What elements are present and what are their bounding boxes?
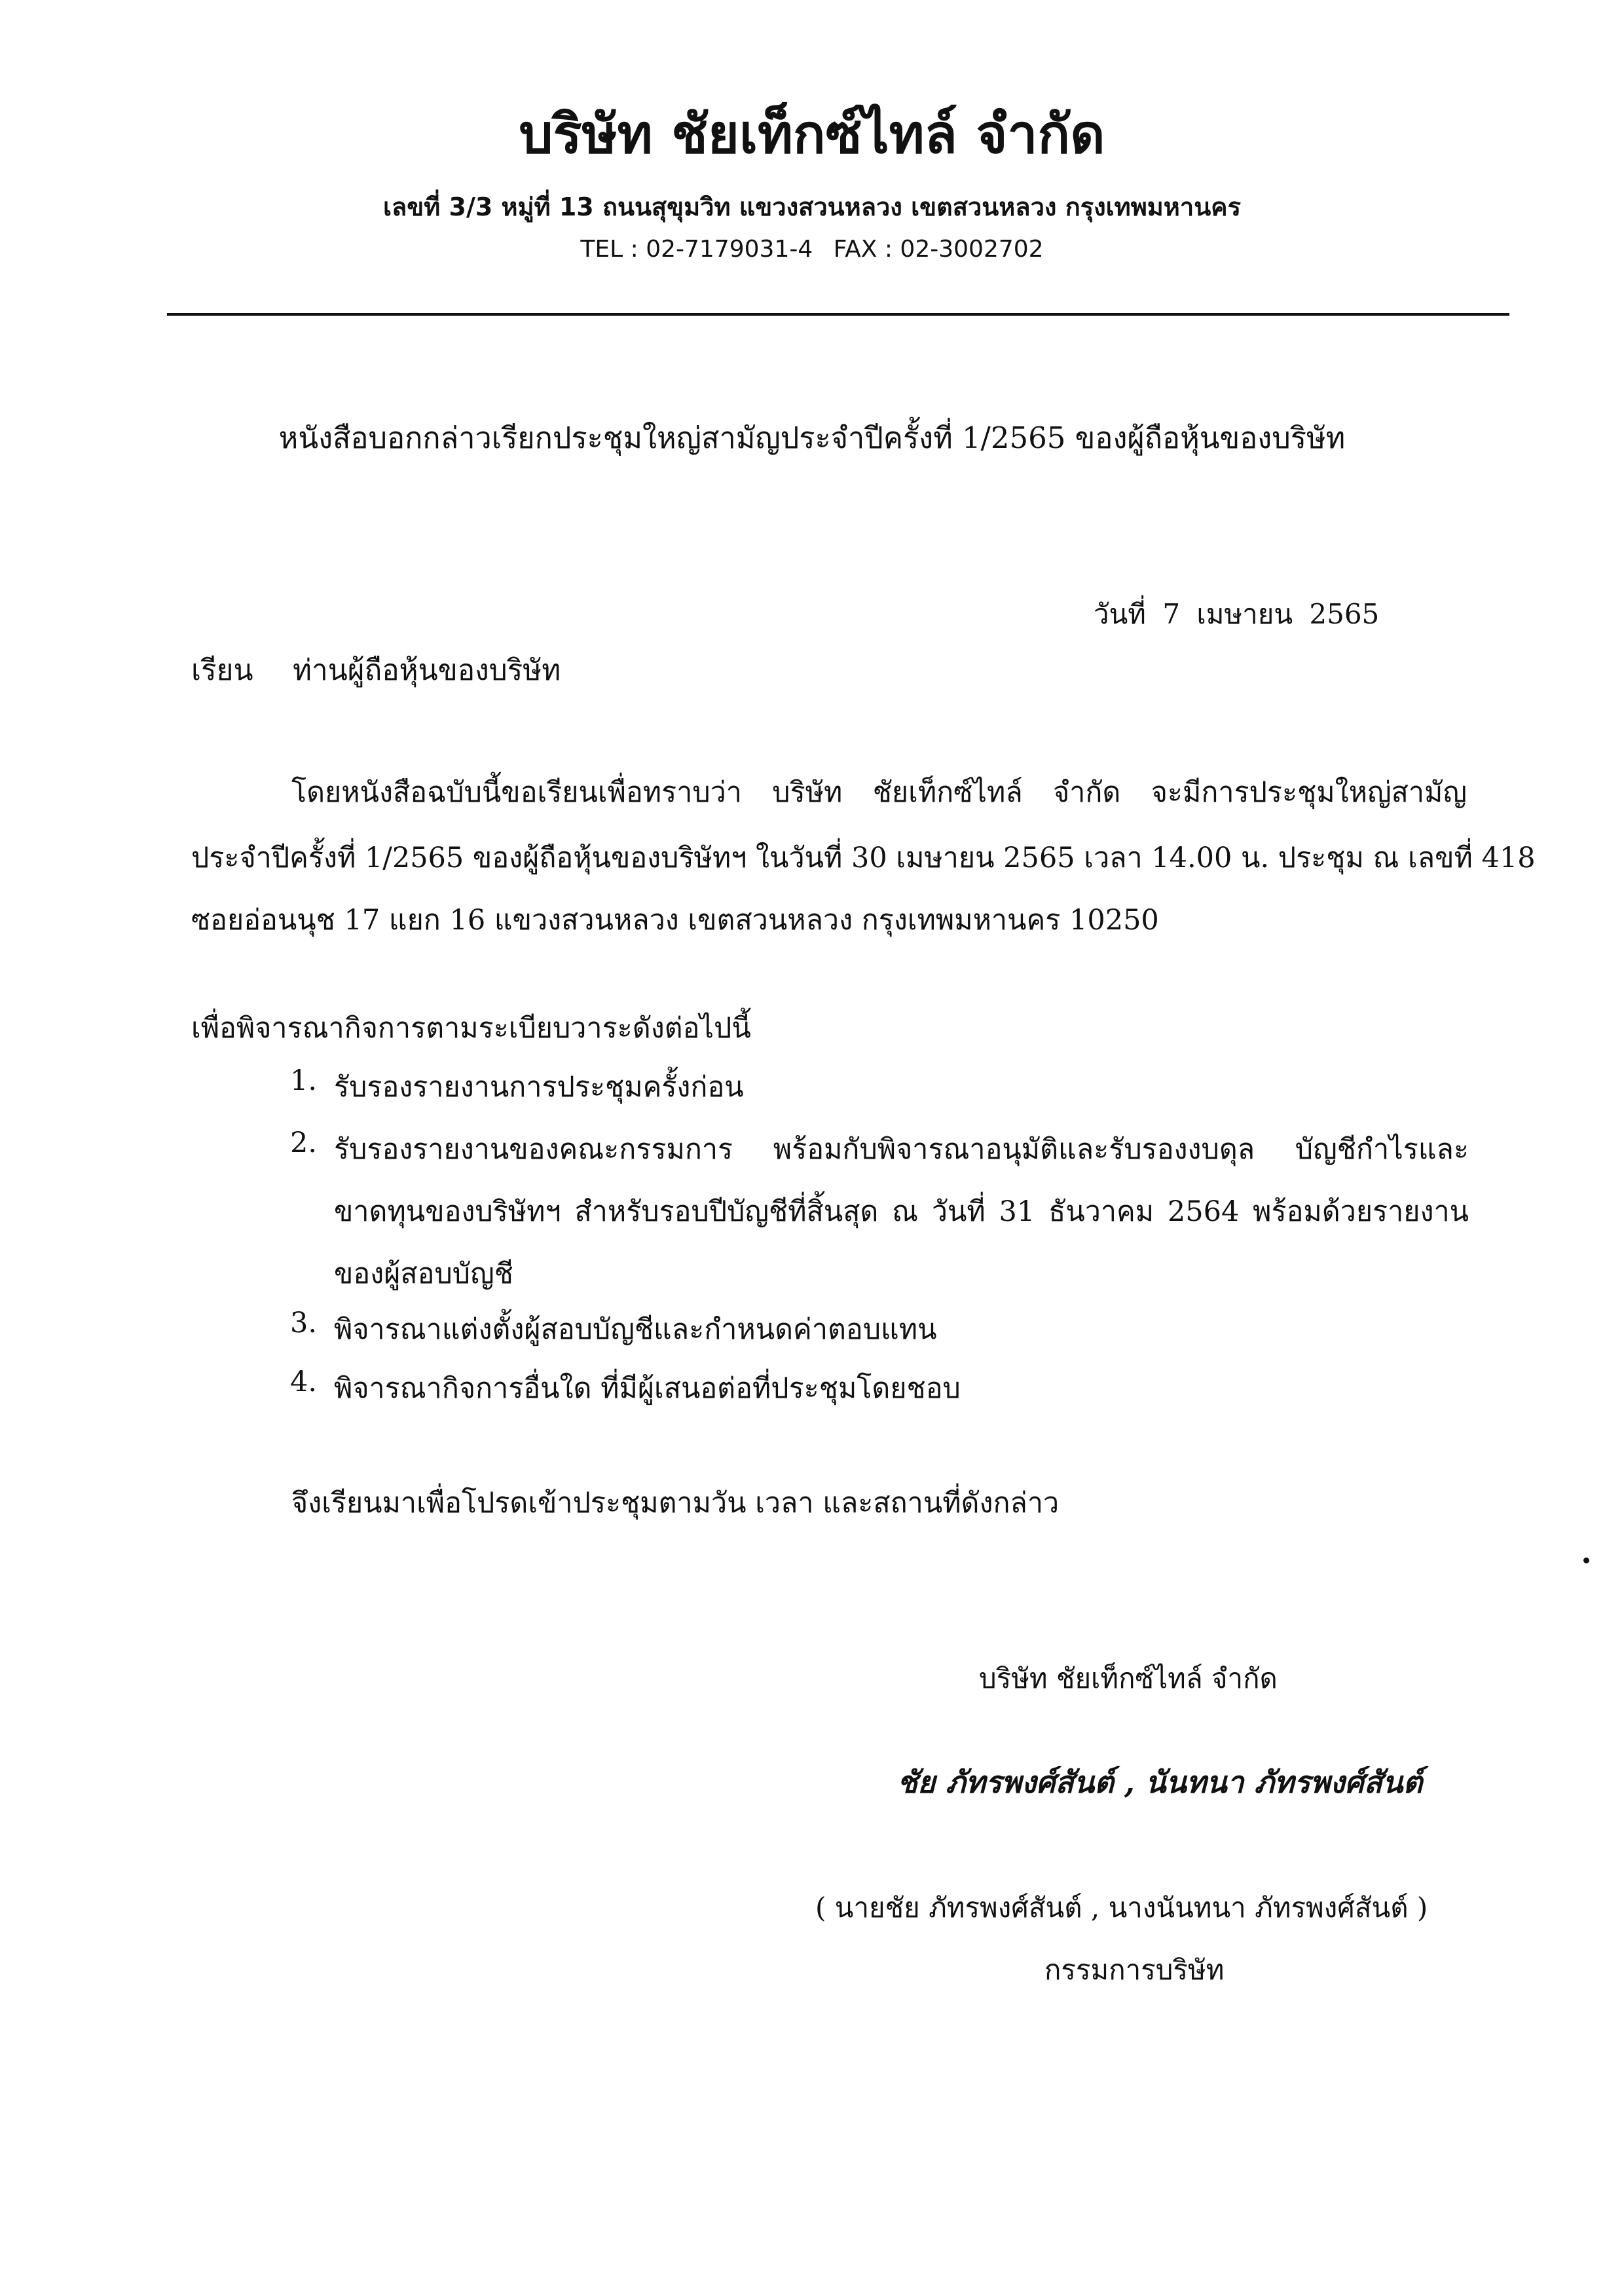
agenda-intro: เพื่อพิจารณากิจการตามระเบียบวาระดังต่อไปนี้	[191, 1012, 751, 1045]
agenda-text: พิจารณาแต่งตั้งผู้สอบบัญชีและกำหนดค่าตอบแทน	[334, 1313, 937, 1346]
body-line-1: โดยหนังสือฉบับนี้ขอเรียนเพื่อทราบว่า บริษัท ชัยเท็กซ์ไทล์ จำกัด จะมีการประชุมใหญ่สามัญ	[291, 776, 1467, 809]
agenda-text-continued: ของผู้สอบบัญชี	[334, 1258, 513, 1290]
agenda-number: 3.	[290, 1307, 318, 1339]
company-name: บริษัท ชัยเท็กซ์ไทล์ จำกัด	[519, 103, 1105, 166]
company-contact	[0, 236, 1624, 263]
agenda-text: รับรองรายงานการประชุมครั้งก่อน	[334, 1071, 744, 1104]
salutation-label: เรียน	[191, 654, 253, 687]
document-title: หนังสือบอกกล่าวเรียกประชุมใหญ่สามัญประจำปีครั้งที่ 1/2565 ของผู้ถือหุ้นของบริษัท	[278, 420, 1346, 455]
salutation-recipient: ท่านผู้ถือหุ้นของบริษัท	[293, 654, 561, 687]
signature-company: บริษัท ชัยเท็กซ์ไทล์ จำกัด	[979, 1662, 1278, 1694]
company-address: เลขที่ 3/3 หมู่ที่ 13 ถนนสุขุมวิท แขวงสวนหลวง เขตสวนหลวง กรุงเทพมหานคร	[382, 193, 1242, 221]
agenda-text-continued: ขาดทุนของบริษัทฯ สำหรับรอบปีบัญชีที่สิ้นสุด ณ วันที่ 31 ธันวาคม 2564 พร้อมด้วยรายงาน	[334, 1195, 1469, 1228]
signatory-names: ( นายชัย ภัทรพงศ์สันต์ , นางนันทนา ภัทรพงศ์สันต์ )	[815, 1892, 1428, 1924]
agenda-text: พิจารณากิจการอื่นใด ที่มีผู้เสนอต่อที่ประชุมโดยชอบ	[334, 1372, 961, 1405]
body-line-2: ประจำปีครั้งที่ 1/2565 ของผู้ถือหุ้นของบริษัทฯ ในวันที่ 30 เมษายน 2565 เวลา 14.00 น. ประชุม ณ เลขที่ 418	[191, 842, 1536, 874]
handwritten-signature: ชัย ภัทรพงศ์สันต์ , นันทนา ภัทรพงศ์สันต์	[897, 1764, 1423, 1800]
closing-line: จึงเรียนมาเพื่อโปรดเข้าประชุมตามวัน เวลา และสถานที่ดังกล่าว	[291, 1487, 1060, 1520]
salutation	[191, 647, 561, 693]
telephone-number: TEL : 02-7179031-4	[580, 236, 813, 263]
agenda-number: 2.	[290, 1127, 318, 1159]
letter-date: วันที่ 7 เมษายน 2565	[1094, 598, 1380, 630]
fax-number: FAX : 02-3002702	[833, 236, 1044, 263]
agenda-number: 4.	[290, 1366, 318, 1398]
body-line-3: ซอยอ่อนนุช 17 แยก 16 แขวงสวนหลวง เขตสวนหลวง กรุงเทพมหานคร 10250	[191, 904, 1159, 937]
scan-speck	[1583, 1558, 1589, 1563]
agenda-number: 1.	[290, 1064, 318, 1097]
signatory-position: กรรมการบริษัท	[1044, 1954, 1225, 1986]
letterhead-divider	[167, 313, 1509, 316]
agenda-text: รับรองรายงานของคณะกรรมการ พร้อมกับพิจารณาอนุมัติและรับรองงบดุล บัญชีกำไรและ	[334, 1133, 1469, 1166]
